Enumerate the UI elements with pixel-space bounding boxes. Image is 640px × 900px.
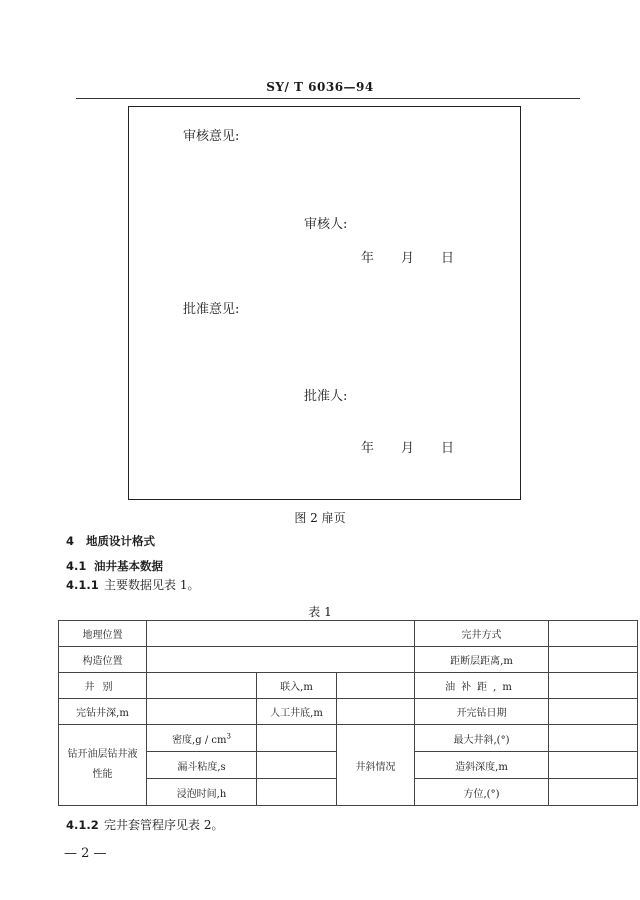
structure-location-label: 构造位置 bbox=[59, 647, 147, 673]
spud-date-label: 开完钻日期 bbox=[415, 699, 549, 725]
table-row bbox=[59, 647, 638, 673]
figure-caption: 图 2 扉页 bbox=[294, 511, 346, 525]
completion-method-value bbox=[549, 621, 638, 647]
section-4-heading bbox=[66, 533, 155, 549]
density-label bbox=[147, 725, 257, 752]
geo-location-label: 地理位置 bbox=[59, 621, 147, 647]
structure-location-value bbox=[147, 647, 415, 673]
paragraph-4-1-1 bbox=[66, 576, 199, 593]
spud-date-value bbox=[549, 699, 638, 725]
distance-to-fault-value bbox=[549, 647, 638, 673]
joint-in-value bbox=[337, 673, 415, 699]
review-opinion-label: 审核意见: bbox=[183, 129, 240, 144]
section-4-title: 地质设计格式 bbox=[86, 534, 155, 548]
page-number: — 2 — bbox=[64, 846, 107, 861]
soak-time-value bbox=[257, 779, 337, 806]
table-row bbox=[59, 673, 638, 699]
funnel-viscosity-value bbox=[257, 752, 337, 779]
density-label-text: 密度,g / cm bbox=[172, 734, 227, 746]
review-date-day: 日 bbox=[441, 251, 455, 266]
fluid-properties-label: 钻开油层钻井液性能 bbox=[59, 725, 147, 806]
header-rule bbox=[76, 98, 580, 99]
main-data-table bbox=[58, 620, 638, 806]
table-row bbox=[59, 621, 638, 647]
completion-method-label: 完井方式 bbox=[415, 621, 549, 647]
section-4-1-heading bbox=[66, 558, 163, 574]
document-code-header: SY/ T 6036—94 bbox=[266, 80, 374, 94]
max-deviation-value bbox=[549, 725, 638, 752]
artificial-bottom-label: 人工井底,m bbox=[257, 699, 337, 725]
deviation-label: 井斜情况 bbox=[337, 725, 415, 806]
deviation-depth-value bbox=[549, 752, 638, 779]
review-date-month: 月 bbox=[401, 251, 415, 266]
paragraph-4-1-2 bbox=[66, 816, 223, 833]
azimuth-value bbox=[549, 779, 638, 806]
total-depth-label: 完钻井深,m bbox=[59, 699, 147, 725]
soak-time-label: 浸泡时间,h bbox=[147, 779, 257, 806]
section-4-number: 4 bbox=[66, 534, 75, 548]
well-type-value bbox=[147, 673, 257, 699]
deviation-depth-label: 造斜深度,m bbox=[415, 752, 549, 779]
section-4-1-title: 油井基本数据 bbox=[94, 559, 163, 573]
density-unit-sup: 3 bbox=[226, 732, 231, 741]
funnel-viscosity-label: 漏斗粘度,s bbox=[147, 752, 257, 779]
paragraph-4-1-2-text: 完井套管程序见表 2。 bbox=[104, 818, 224, 832]
geo-location-value bbox=[147, 621, 415, 647]
review-date-year: 年 bbox=[361, 251, 375, 266]
kelly-bushing-label: 油补距,m bbox=[415, 673, 549, 699]
joint-in-label: 联入,m bbox=[257, 673, 337, 699]
section-4-1-number: 4.1 bbox=[66, 559, 87, 573]
max-deviation-label: 最大井斜,(°) bbox=[415, 725, 549, 752]
table-1-title: 表 1 bbox=[308, 605, 332, 619]
approval-date-month: 月 bbox=[401, 441, 415, 456]
approval-date-day: 日 bbox=[441, 441, 455, 456]
approval-opinion-label: 批准意见: bbox=[183, 302, 240, 317]
table-row bbox=[59, 725, 638, 752]
approver-label: 批准人: bbox=[304, 389, 348, 404]
distance-to-fault-label: 距断层距离,m bbox=[415, 647, 549, 673]
density-value bbox=[257, 725, 337, 752]
kelly-bushing-value bbox=[549, 673, 638, 699]
approval-date-year: 年 bbox=[361, 441, 375, 456]
total-depth-value bbox=[147, 699, 257, 725]
artificial-bottom-value bbox=[337, 699, 415, 725]
reviewer-label: 审核人: bbox=[304, 217, 348, 232]
azimuth-label: 方位,(°) bbox=[415, 779, 549, 806]
paragraph-4-1-1-text: 主要数据见表 1。 bbox=[104, 578, 200, 592]
table-row bbox=[59, 699, 638, 725]
paragraph-4-1-1-number: 4.1.1 bbox=[66, 578, 99, 592]
paragraph-4-1-2-number: 4.1.2 bbox=[66, 818, 99, 832]
well-type-label: 井别 bbox=[59, 673, 147, 699]
